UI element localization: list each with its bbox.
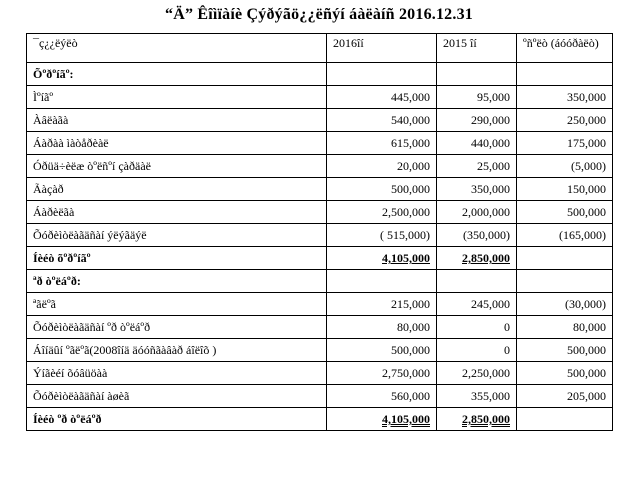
- value-2015: [437, 408, 517, 431]
- value-2016-text: 500,000: [391, 343, 430, 357]
- row-label-text: Õóðèìòëàãäñàí àøèã: [33, 389, 130, 403]
- value-2016-text: 2,500,000: [382, 205, 430, 219]
- value-change: [517, 63, 613, 86]
- value-change: [517, 385, 613, 408]
- row-label: [27, 293, 327, 316]
- value-change: [517, 178, 613, 201]
- table-row: [27, 293, 613, 316]
- value-2015: [437, 247, 517, 270]
- value-2016-text: 540,000: [391, 113, 430, 127]
- value-2016-text: 445,000: [391, 90, 430, 104]
- value-2016: [327, 224, 437, 247]
- value-2015-text: 440,000: [471, 136, 510, 150]
- value-2016-text: 80,000: [397, 320, 430, 334]
- value-change-text: 500,000: [567, 343, 606, 357]
- row-label-text: Õóðèìòëàãäñàí ýëýãäýë: [33, 228, 147, 242]
- value-2016: [327, 63, 437, 86]
- value-2015: [437, 224, 517, 247]
- value-change-text: 205,000: [567, 389, 606, 403]
- balance-sheet-table: [26, 33, 613, 431]
- row-label: [27, 109, 327, 132]
- table-row: [27, 316, 613, 339]
- value-change: [517, 224, 613, 247]
- row-label: [27, 385, 327, 408]
- value-2016: [327, 86, 437, 109]
- value-2015: [437, 155, 517, 178]
- row-label: [27, 201, 327, 224]
- value-2015: [437, 339, 517, 362]
- value-2016-text: 20,000: [397, 159, 430, 173]
- value-change-text: (5,000): [571, 159, 606, 173]
- table-row: [27, 339, 613, 362]
- row-label-text: Áàðèëãà: [33, 205, 75, 219]
- value-2015: [437, 132, 517, 155]
- value-2015-text: 2,850,000: [462, 251, 510, 265]
- value-2015-text: 290,000: [471, 113, 510, 127]
- value-change-text: 80,000: [573, 320, 606, 334]
- value-2015-text: 2,850,000: [462, 412, 510, 426]
- row-label-text: ªð òºëáºð:: [33, 274, 81, 288]
- value-change-text: 150,000: [567, 182, 606, 196]
- row-label: [27, 63, 327, 86]
- value-2016: [327, 109, 437, 132]
- row-label: [27, 224, 327, 247]
- value-2016: [327, 155, 437, 178]
- value-2015: [437, 201, 517, 224]
- row-label-text: ªãëºã: [33, 297, 57, 311]
- value-2016: [327, 362, 437, 385]
- total-row: [27, 247, 613, 270]
- table-header-row: [27, 34, 613, 63]
- value-2016: [327, 132, 437, 155]
- row-label: [27, 178, 327, 201]
- section-row: [27, 63, 613, 86]
- value-change: [517, 362, 613, 385]
- value-change: [517, 247, 613, 270]
- row-label: [27, 247, 327, 270]
- value-2015-text: 350,000: [471, 182, 510, 196]
- value-2015-text: 95,000: [477, 90, 510, 104]
- value-change: [517, 293, 613, 316]
- value-2015-text: 25,000: [477, 159, 510, 173]
- value-2015-text: 245,000: [471, 297, 510, 311]
- page-title: “Ä” Êîìïàíè Çýðýãö¿¿ëñýí áàëàíñ 2016.12.31: [165, 6, 473, 23]
- total-row: [27, 408, 613, 431]
- value-2016-text: ( 515,000): [380, 228, 430, 242]
- value-2016: [327, 316, 437, 339]
- value-2016: [327, 270, 437, 293]
- value-2015-text: 0: [504, 343, 510, 357]
- row-label-text: Íèéò õºðºíãº: [33, 251, 91, 265]
- header-2015: 2015 îí: [437, 34, 517, 63]
- row-label-text: Óðüä÷èëæ òºëñºí çàðäàë: [33, 159, 151, 173]
- value-2016-text: 500,000: [391, 182, 430, 196]
- table-row: [27, 86, 613, 109]
- value-change: [517, 132, 613, 155]
- table-row: [27, 224, 613, 247]
- value-change: [517, 316, 613, 339]
- row-label: [27, 86, 327, 109]
- value-2016: [327, 201, 437, 224]
- value-2015-text: 2,000,000: [462, 205, 510, 219]
- row-label-text: Áàðàà ìàòåðèàë: [33, 136, 109, 150]
- value-2015: [437, 63, 517, 86]
- row-label-text: Õºðºíãº:: [33, 67, 74, 81]
- value-2015: [437, 270, 517, 293]
- value-2016-text: 4,105,000: [382, 412, 430, 426]
- value-change: [517, 86, 613, 109]
- value-change-text: (30,000): [565, 297, 606, 311]
- row-label-text: Àâëàãà: [33, 113, 69, 127]
- value-change-text: 250,000: [567, 113, 606, 127]
- table-row: [27, 362, 613, 385]
- row-label-text: Õóðèìòëàãäñàí ºð òºëáºð: [33, 320, 151, 334]
- row-label: [27, 408, 327, 431]
- value-2015: [437, 293, 517, 316]
- header-change: ºñºëò (áóóðàëò): [517, 34, 613, 63]
- value-2016: [327, 293, 437, 316]
- value-2016: [327, 385, 437, 408]
- row-label: [27, 270, 327, 293]
- value-change-text: 175,000: [567, 136, 606, 150]
- value-2016-text: 4,105,000: [382, 251, 430, 265]
- value-2015: [437, 86, 517, 109]
- table-row: [27, 109, 613, 132]
- value-change: [517, 155, 613, 178]
- value-2015-text: (350,000): [463, 228, 510, 242]
- row-label: [27, 316, 327, 339]
- table-row: [27, 132, 613, 155]
- value-change-text: 500,000: [567, 205, 606, 219]
- row-label: [27, 155, 327, 178]
- row-label: [27, 339, 327, 362]
- value-2016-text: 615,000: [391, 136, 430, 150]
- value-change-text: 500,000: [567, 366, 606, 380]
- value-2016-text: 560,000: [391, 389, 430, 403]
- table-row: [27, 155, 613, 178]
- section-row: [27, 270, 613, 293]
- row-label-text: Ýíãèéí õóâüöàà: [33, 366, 108, 380]
- value-2015: [437, 362, 517, 385]
- value-2015-text: 2,250,000: [462, 366, 510, 380]
- header-indicator: ¯ç¿¿ëýëò: [27, 34, 327, 63]
- table-row: [27, 178, 613, 201]
- value-change: [517, 339, 613, 362]
- value-2015-text: 355,000: [471, 389, 510, 403]
- value-2016: [327, 408, 437, 431]
- value-change-text: 350,000: [567, 90, 606, 104]
- value-2016: [327, 247, 437, 270]
- value-2016-text: 215,000: [391, 297, 430, 311]
- value-2015: [437, 109, 517, 132]
- table-row: [27, 201, 613, 224]
- value-2015-text: 0: [504, 320, 510, 334]
- value-change-text: (165,000): [559, 228, 606, 242]
- row-label-text: Áîíäûí ºãëºã(2008îíä äóóñãàâàð áîëîõ ): [33, 343, 217, 357]
- row-label: [27, 132, 327, 155]
- row-label-text: Ìºíãº: [33, 90, 54, 104]
- value-change: [517, 109, 613, 132]
- row-label: [27, 362, 327, 385]
- value-change: [517, 408, 613, 431]
- value-2015: [437, 385, 517, 408]
- row-label-text: Ãàçàð: [33, 182, 64, 196]
- value-2016-text: 2,750,000: [382, 366, 430, 380]
- row-label-text: Íèéò ºð òºëáºð: [33, 412, 102, 426]
- value-change: [517, 201, 613, 224]
- table-row: [27, 385, 613, 408]
- value-2016: [327, 339, 437, 362]
- value-2016: [327, 178, 437, 201]
- value-2015: [437, 178, 517, 201]
- header-2016: 2016îí: [327, 34, 437, 63]
- value-change: [517, 270, 613, 293]
- value-2015: [437, 316, 517, 339]
